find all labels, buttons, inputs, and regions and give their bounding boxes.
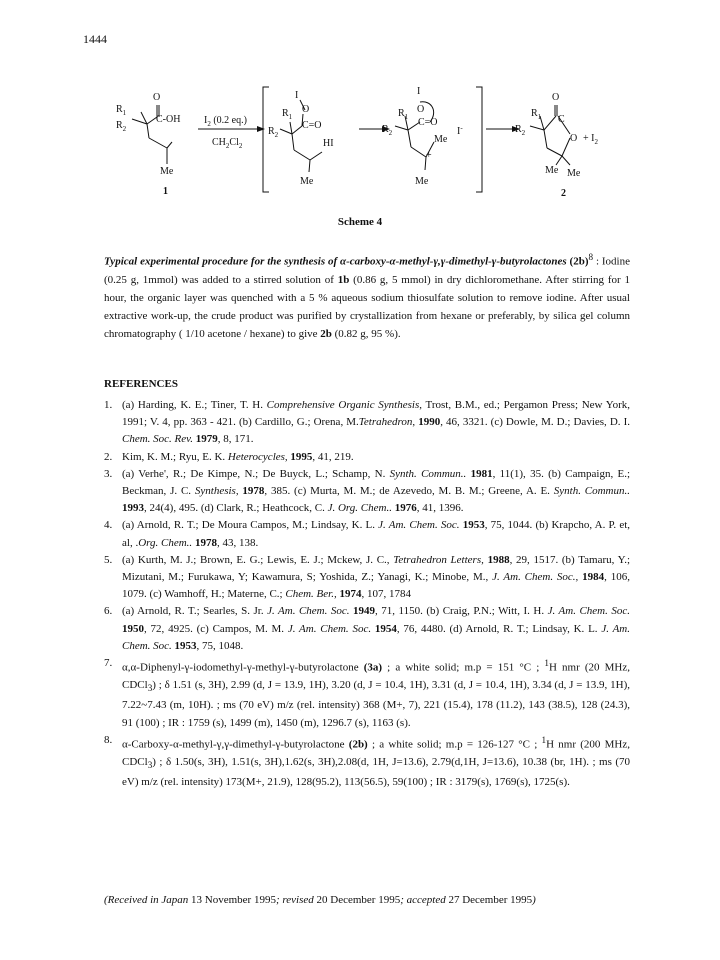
- mid1-o: O: [302, 104, 310, 115]
- reference-number: 8.: [104, 733, 113, 746]
- reference-text: α-Carboxy-α-methyl-γ,γ-dimethyl-γ-butyrolactone: [122, 738, 349, 751]
- reference-text: Chem. Ber.,: [285, 588, 337, 601]
- reference-text: (a) Harding, K. E.; Tiner, T. H.: [122, 399, 267, 411]
- p2-me1: Me: [545, 165, 559, 176]
- reference-text: J. Am. Chem. Soc.: [287, 622, 372, 635]
- mid2-me: Me: [434, 134, 448, 145]
- procedure-text-c: (0.82 g, 95 %).: [331, 327, 401, 340]
- reference-item: [104, 466, 630, 518]
- mid2-iodine: I: [417, 86, 421, 97]
- reference-text: , Trost, B.M., ed.; Pergamon Press; New York, 1991; V. 4, pp. 363 - 421. (b) Cardillo, G.; Orena, M.: [122, 399, 630, 429]
- mid2-o: O: [417, 104, 425, 115]
- procedure-text-a: : Iodine (0.25 g, 1mmol) was added to a stirred solution of: [104, 255, 630, 286]
- mid2-plus: +: [426, 150, 432, 161]
- reference-text: , 46, 3321. (c) Dowle, M. D.; Davies, D. I.: [440, 416, 631, 429]
- reference-text: 1: [544, 658, 549, 669]
- mid2-co: C=O: [418, 117, 438, 128]
- reference-text: , 385. (c) Murta, M. M.; de Azevedo, M. B. M.; Greene, A. E.: [264, 485, 554, 498]
- reference-text: (a) Verhe', R.; De Kimpe, N.; De Buyck, L.; Schamp, N.: [122, 467, 390, 480]
- reference-text: , 75, 1048.: [196, 639, 244, 652]
- reference-text: ,: [412, 416, 419, 429]
- reference-number: 4.: [104, 519, 113, 532]
- p2-r2: $R_2$: [515, 124, 526, 137]
- solvent-dcm: $CH_2Cl_2$: [212, 137, 243, 150]
- c1-number: 1: [163, 186, 168, 197]
- c1-r1: $R_1$: [116, 104, 127, 117]
- reference-text: Kim, K. M.; Ryu, E. K.: [122, 450, 228, 463]
- reference-text: (2b): [348, 738, 368, 751]
- mid1-r1: $R_1$: [282, 108, 293, 121]
- mid2-me-lower: Me: [415, 176, 429, 187]
- reference-item: [104, 449, 630, 466]
- scheme-title: Scheme 4: [337, 216, 383, 228]
- procedure-heading: Typical experimental procedure for the synthesis of α-carboxy-α-methyl-γ,γ-dimethyl-γ-butyrolactones: [104, 255, 567, 268]
- reference-item: [104, 655, 630, 732]
- reference-item: [104, 397, 630, 449]
- reference-text: (a) Kurth, M. J.; Brown, E. G.; Lewis, E. J.; Mckew, J. C.,: [122, 553, 394, 566]
- reference-text: 1974: [339, 588, 362, 601]
- references-list: [104, 397, 630, 791]
- reaction-scheme: [112, 72, 612, 202]
- reference-text: J. Am. Chem. Soc.: [122, 622, 630, 652]
- page-number: 1444: [83, 32, 107, 46]
- reference-text: Org. Chem..: [138, 536, 193, 549]
- reference-text: 3: [147, 683, 153, 694]
- reference-text: 3: [147, 759, 153, 770]
- reference-text: ) ; δ 1.50(s, 3H), 1.51(s, 3H),1.62(s, 3H),2.08(d, 1H, J=13.6), 2.79(d,1H, J=13.6), 10.38 (br, 1H). ; ms (70 eV) m/z (rel. intensity) 173(M+, 21.9), 128(95.2), 113(56.5), 59(100) ; IR : 3179(s), 1769(s), 1725(s).: [122, 755, 630, 788]
- reference-text: , 8, 171.: [217, 433, 254, 446]
- reference-text: , 107, 1784: [361, 588, 411, 601]
- reference-text: Tetrahedron Letters,: [393, 553, 484, 566]
- reference-text: α,α-Diphenyl-γ-iodomethyl-γ-methyl-γ-butyrolactone: [122, 661, 364, 674]
- procedure-text-b: (0.86 g, 5 mmol) in dry dichloromethane. After stirring for 1 hour, the organic layer was quenched with a 5 % aqueous sodium thiosulfate solution to remove iodine. After usual extractive work-up, the crude product was purified by crystallization from hexane or preferably, by silica gel column chromatography ( 1/10 acetone / hexane) to give: [104, 273, 630, 340]
- reference-text: H nmr (200 MHz, CDCl: [122, 738, 631, 768]
- p2-c: C: [558, 114, 565, 125]
- reference-text: , 41, 219.: [312, 450, 354, 463]
- reference-text: 1979: [195, 433, 218, 446]
- references-heading: REFERENCES: [104, 378, 178, 390]
- reference-text: 1949: [353, 605, 376, 618]
- received-dates: (Received in Japan 13 November 1995; revised 20 December 1995; accepted 27 December 1995): [104, 894, 536, 906]
- reference-text: J. Org. Chem..: [327, 502, 392, 515]
- reference-item: [104, 517, 630, 551]
- reference-number: 6.: [104, 605, 113, 618]
- mid1-r2: $R_2$: [268, 126, 279, 139]
- procedure-1b: 1b: [337, 273, 350, 286]
- reference-text: J. Am. Chem. Soc.: [267, 605, 350, 618]
- reference-text: H nmr (20 MHz, CDCl: [122, 661, 630, 691]
- reference-text: 1981: [470, 467, 493, 480]
- reference-text: 1953: [174, 639, 197, 652]
- reference-text: J. Am. Chem. Soc.: [378, 519, 460, 532]
- p2-me2: Me: [567, 168, 581, 179]
- reference-number: 1.: [104, 399, 113, 411]
- reference-text: , 106, 1079. (c) Wamhoff, H.; Materne, C.;: [122, 571, 631, 601]
- procedure-2b: 2b: [320, 327, 332, 340]
- mid2-iodide: I-: [457, 124, 463, 137]
- reference-text: 1950: [122, 622, 144, 635]
- p2-plus-i2: + $I_2$: [583, 133, 598, 146]
- reference-text: 1988: [487, 553, 510, 566]
- p2-carbonyl-o: O: [552, 92, 560, 103]
- reference-text: 1953: [462, 519, 485, 532]
- reference-text: , 43, 138.: [216, 536, 259, 549]
- reference-text: 1954: [374, 622, 397, 635]
- reference-text: Comprehensive Organic Synthesis: [266, 399, 420, 411]
- c1-me: Me: [160, 166, 174, 177]
- reference-text: 1984: [582, 571, 605, 584]
- reference-text: Chem. Soc. Rev.: [122, 433, 193, 446]
- reference-text: Synth. Commun..: [389, 467, 467, 480]
- reference-text: J. Am. Chem. Soc.: [547, 605, 630, 618]
- p2-r1: $R_1$: [531, 108, 542, 121]
- c1-carboxyl: C-OH: [156, 114, 181, 125]
- mid1-me: Me: [300, 176, 314, 187]
- reference-item: [104, 603, 630, 655]
- reference-text: 1993: [122, 502, 144, 515]
- procedure-compound-ref: 8: [588, 252, 594, 262]
- reference-item: [104, 732, 630, 791]
- reference-number: 2.: [104, 450, 113, 463]
- experimental-procedure: [104, 248, 630, 343]
- mid1-iodine: I: [295, 90, 299, 101]
- reference-text: 1978: [242, 485, 265, 498]
- reference-text: , 41, 1396.: [416, 502, 464, 515]
- reference-text: Tetrahedron: [358, 416, 413, 429]
- reference-text: Heterocycles,: [227, 450, 288, 463]
- reference-text: ; a white solid; m.p = 126-127 °C ;: [367, 738, 542, 751]
- reference-text: , 11(1), 35. (b) Campaign, E.; Beckman, J. C.: [122, 467, 631, 498]
- p2-number: 2: [561, 188, 566, 199]
- reference-text: , 71, 1150. (b) Craig, P.N.; Witt, I. H.: [375, 605, 548, 618]
- reference-text: (3a): [363, 661, 383, 674]
- reference-text: J. Am. Chem. Soc.,: [492, 571, 579, 584]
- reference-text: 1978: [194, 536, 217, 549]
- reference-text: 1995: [290, 450, 313, 463]
- reference-number: 3.: [104, 467, 113, 480]
- mid2-r2: $R_2$: [382, 124, 393, 137]
- reference-text: Synthesis,: [194, 485, 239, 498]
- procedure-compound: (2b): [569, 255, 589, 268]
- reference-text: (a) Arnold, R. T.; De Moura Campos, M.; Lindsay, K. L.: [122, 519, 379, 532]
- reference-text: , 76, 4480. (d) Arnold, R. T.; Lindsay, K. L.: [396, 622, 602, 635]
- reagent-iodine: $I_2$ (0.2 eq.): [204, 115, 247, 128]
- reference-item: [104, 552, 630, 604]
- reference-text: , 24(4), 495. (d) Clark, R.; Heathcock, C.: [144, 502, 328, 515]
- c1-carbonyl-o: O: [153, 92, 161, 103]
- mid2-r1: $R_1$: [398, 108, 409, 121]
- reference-number: 5.: [104, 553, 113, 566]
- reference-text: 1990: [418, 416, 441, 429]
- reference-number: 7.: [104, 657, 113, 670]
- reference-text: ; a white solid; m.p = 151 °C ;: [382, 661, 545, 674]
- mid1-co: C=O: [302, 120, 322, 131]
- reference-text: , 29, 1517. (b) Tamaru, Y.; Mizutani, M.; Furukawa, Y; Kawamura, S; Yoshida, Z.; Yanagi, K.; Minobe, M.,: [122, 553, 631, 584]
- reference-text: , 75, 1044. (b) Krapcho, A. P. et, al, .: [122, 519, 631, 549]
- c1-r2: $R_2$: [116, 120, 127, 133]
- reference-text: , 72, 4925. (c) Campos, M. M.: [144, 622, 288, 635]
- reference-text: Synth. Commun..: [553, 485, 630, 498]
- reference-text: 1: [541, 734, 547, 745]
- reference-text: (a) Arnold, R. T.; Searles, S. Jr.: [122, 605, 268, 618]
- scheme-drawing: [112, 72, 612, 202]
- reference-text: 1976: [394, 502, 417, 515]
- reference-text: ) ; δ 1.51 (s, 3H), 2.99 (d, J = 13.9, 1H), 3.20 (d, J = 10.4, 1H), 3.31 (d, J = 10.4, 1H), 3.34 (d, J = 13.9, 1H), 7.22~7.43 (m, 10H). ; ms (70 eV) m/z (rel. intensity) 368 (M+, 7), 221 (15.4), 178 (11.2), 143 (38.5), 128 (24.3), 91 (100) ; IR : 1759 (s), 1499 (m), 1450 (m), 1296.7 (s), 1163 (s).: [122, 678, 630, 729]
- mid1-hi: HI: [323, 138, 334, 149]
- p2-ring-o: O: [570, 133, 578, 144]
